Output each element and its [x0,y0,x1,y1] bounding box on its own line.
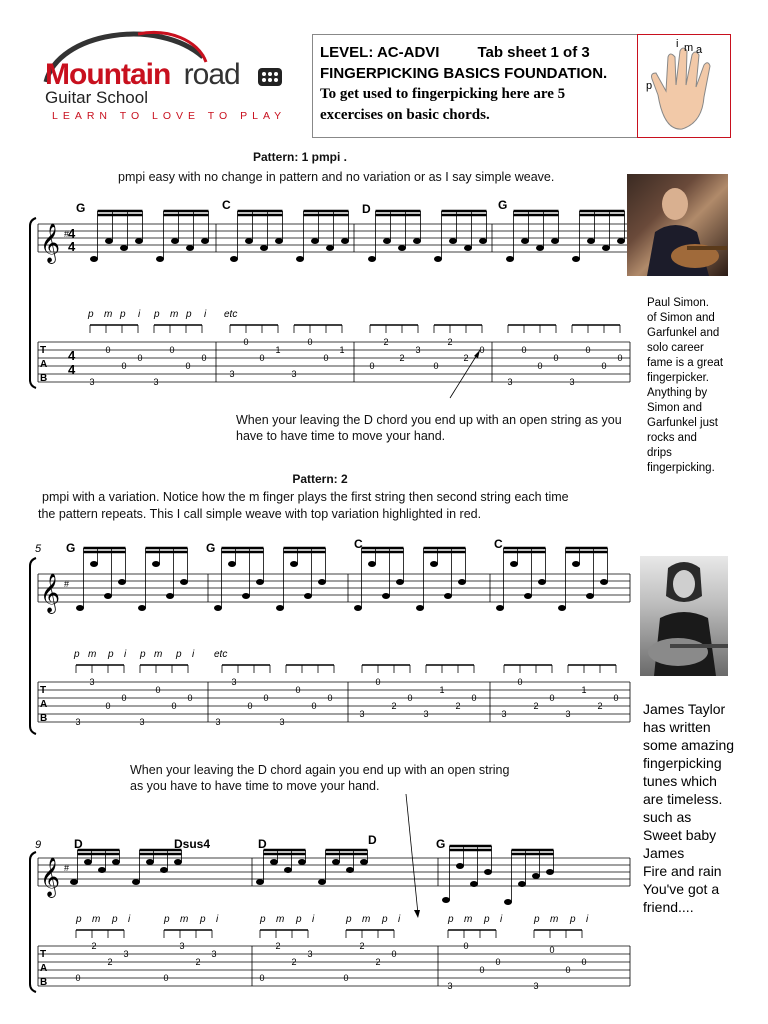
note-head [396,579,404,585]
note-head [551,238,559,244]
svg-text:a: a [696,44,703,56]
tab-digit: 3 [89,677,95,687]
tab-digit: 0 [369,361,375,371]
svg-text:m: m [684,42,694,54]
tab-digit: 0 [479,345,485,355]
note-head [76,605,84,611]
note-head [368,256,376,262]
tab-digit: 0 [617,353,623,363]
note-head [284,867,292,873]
tab-digit: 0 [585,345,591,355]
logo-subtitle: Guitar School [45,88,148,107]
chord-label: G [498,198,508,212]
finger-label: i [216,914,219,925]
tab-digit: 0 [307,337,313,347]
note-head [318,579,326,585]
tab-digit: 0 [201,353,207,363]
note-head [383,238,391,244]
tab-digit: 0 [391,949,397,959]
finger-label: i [204,309,207,320]
tab-digit: 0 [247,701,253,711]
note-head [341,238,349,244]
tab-digit: 3 [215,717,221,727]
tab-label: A [40,963,48,974]
note-head [171,238,179,244]
note-head [464,245,472,251]
tab-digit: 3 [415,345,421,355]
james-taylor-caption: James Taylor has written some amazing fingerpicking tunes which are timeless. such as Sweet baby James Fire and rain You've got a friend.... [643,701,735,915]
hand-icon [638,35,730,137]
tab-digit: 1 [339,345,345,355]
tab-digit: 3 [75,717,81,727]
tab-label: T [40,949,47,960]
tab-label: T [40,345,47,356]
note-head [524,593,532,599]
note-head [256,579,264,585]
note-head [572,256,580,262]
note-head [112,859,120,865]
tab-digit: 0 [613,693,619,703]
note-head [290,561,298,567]
tab-digit: 3 [447,981,453,991]
finger-label: i [398,914,401,925]
finger-label: p [484,914,490,925]
pattern1-title: Pattern: 1 pmpi . [252,150,347,164]
paul-simon-caption: Paul Simon. of Simon and Garfunkel and solo career fame is a great fingerpicker. Anything by Simon and Garfunkel just rocks and drips fingerpicking. [647,297,724,474]
level-text [320,42,607,126]
note-head [152,561,160,567]
tab-digit: 0 [259,973,265,983]
intro-line1: To get used to fingerpicking here are 5 [320,86,566,102]
etc-label: etc [224,309,238,320]
finger-label: i [138,309,141,320]
tab-digit: 0 [537,361,543,371]
tab-digit: 0 [327,693,333,703]
note-head [538,579,546,585]
arrow [406,794,418,914]
finger-label: i [312,914,315,925]
note-head [275,238,283,244]
note-head [174,859,182,865]
treble-clef: 𝄞 [40,224,61,262]
note-head [332,859,340,865]
note-head [180,579,188,585]
finger-label: p [154,309,160,320]
tab-label: B [40,713,48,724]
pattern2-score [28,530,638,735]
note-head [382,593,390,599]
finger-label: p [164,914,170,925]
finger-label: p [112,914,118,925]
note-head [311,238,319,244]
finger-label: p [88,309,94,320]
finger-label: p [296,914,302,925]
note-head [228,561,236,567]
tab-digit: 3 [359,709,365,719]
tab-digit: 0 [463,941,469,951]
note-head [156,256,164,262]
finger-label: p [120,309,126,320]
finger-label: p [140,649,146,660]
finger-label: p [346,914,352,925]
tab-digit: 0 [163,973,169,983]
note-head [260,245,268,251]
treble-clef: 𝄞 [40,574,61,612]
tab-digit: 0 [433,361,439,371]
chord-label: C [494,537,503,551]
note-head [600,579,608,585]
tab-digit: 0 [407,693,413,703]
tab-label: B [40,977,48,988]
tab-digit: 0 [121,693,127,703]
tab-digit: 0 [137,353,143,363]
note-head [90,256,98,262]
tab-digit: 3 [211,949,217,959]
pattern2-note-line1: When your leaving the D chord again you end up with an open string [130,763,510,777]
tab-digit: 0 [549,693,555,703]
note-head [138,605,146,611]
pattern1-score [28,190,638,400]
pattern2-notes [76,548,608,611]
tab-digit: 2 [533,701,539,711]
tab-digit: 3 [291,369,297,379]
note-head [442,897,450,903]
note-head [120,245,128,251]
note-head [449,238,457,244]
svg-text:4: 4 [68,226,76,241]
tab-digit: 0 [75,973,81,983]
note-head [587,238,595,244]
tab-digit: 0 [565,965,571,975]
pattern2-tab [75,665,618,727]
note-head [586,593,594,599]
measure-number: 5 [35,543,42,555]
tab-digit: 0 [479,965,485,975]
chord-label: C [222,198,231,212]
note-head [245,238,253,244]
etc-label: etc [214,649,228,660]
finger-label: p [200,914,206,925]
svg-text:p: p [646,80,653,92]
note-head [496,605,504,611]
tab-digit: 0 [323,353,329,363]
tab-digit: 0 [601,361,607,371]
tab-digit: 0 [105,701,111,711]
chord-label: D [258,837,267,851]
tab-digit: 3 [565,709,571,719]
chord-label: G [436,837,446,851]
system3-notes [70,846,554,905]
note-head [456,863,464,869]
tab-label: T [40,685,47,696]
note-head [70,879,78,885]
note-head [135,238,143,244]
svg-text:4: 4 [68,239,76,254]
note-head [146,859,154,865]
tab-digit: 2 [195,957,201,967]
svg-text:4: 4 [68,348,76,363]
chord-label: D [74,837,83,851]
note-head [186,245,194,251]
pattern1-desc: pmpi easy with no change in pattern and no variation or as I say simple weave. [118,170,555,184]
tab-digit: 0 [295,685,301,695]
chord-label: C [354,537,363,551]
pattern2-desc-line1: pmpi with a variation. Notice how the m finger plays the first string then second string each time [42,490,569,504]
note-head [558,605,566,611]
note-head [413,238,421,244]
finger-label: m [154,649,163,660]
svg-text:i: i [676,38,679,50]
chord-label: G [206,541,216,555]
chord-label: G [66,541,76,555]
note-head [118,579,126,585]
tab-digit: 0 [495,957,501,967]
intro-line2: excercises on basic chords. [320,107,490,123]
chord-label: Dsus4 [174,837,211,851]
tab-digit: 3 [231,677,237,687]
note-head [430,561,438,567]
tab-digit: 3 [139,717,145,727]
tab-digit: 2 [447,337,453,347]
pattern2-desc-line2: the pattern repeats. This I call simple weave with top variation highlighted in red. [38,507,482,521]
note-head [318,879,326,885]
tab-digit: 2 [275,941,281,951]
finger-label: m [88,649,97,660]
hand-diagram [637,34,731,138]
note-head [444,593,452,599]
note-head [546,869,554,875]
tab-digit: 2 [91,941,97,951]
system3-fingering [75,914,589,925]
tab-digit: 3 [533,981,539,991]
tab-digit: 0 [263,693,269,703]
finger-label: p [260,914,266,925]
tab-digit: 1 [439,685,445,695]
sheet-title: FINGERPICKING BASICS FOUNDATION. [320,65,608,82]
note-head [360,859,368,865]
treble-clef: 𝄞 [40,858,61,896]
tab-digit: 0 [549,945,555,955]
chord-label: G [76,201,86,215]
tab-digit: 2 [291,957,297,967]
chord-label: D [362,202,371,216]
note-head [479,238,487,244]
sheet-label: Tab sheet 1 of 3 [477,44,590,61]
finger-label: p [186,309,192,320]
note-head [504,899,512,905]
finger-label: p [176,649,182,660]
tab-digit: 0 [259,353,265,363]
tab-digit: 0 [105,345,111,355]
note-head [201,238,209,244]
tab-digit: 3 [507,377,513,387]
level-label: LEVEL: AC-ADVI [320,44,440,61]
note-head [470,881,478,887]
pattern1-notes [90,211,625,262]
note-head [104,593,112,599]
finger-label: p [448,914,454,925]
tab-digit: 0 [581,957,587,967]
tab-digit: 3 [279,717,285,727]
note-head [602,245,610,251]
note-head [326,245,334,251]
tab-label: A [40,359,48,370]
finger-label: p [570,914,576,925]
finger-label: i [128,914,131,925]
finger-label: m [92,914,101,925]
note-head [98,867,106,873]
measure-number: 9 [35,839,42,851]
tab-digit: 3 [569,377,575,387]
note-head [434,256,442,262]
tab-digit: 3 [307,949,313,959]
note-head [160,867,168,873]
note-head [256,879,264,885]
note-head [90,561,98,567]
finger-label: p [382,914,388,925]
finger-label: i [500,914,503,925]
tab-label: B [40,373,48,384]
note-head [510,561,518,567]
paul-simon-photo [627,174,728,276]
tab-digit: 3 [179,941,185,951]
tab-digit: 0 [243,337,249,347]
pattern2-note-line2: as you have to have time to move your hand. [130,779,380,793]
tab-digit: 3 [501,709,507,719]
chord-label: D [368,833,377,847]
tab-digit: 0 [553,353,559,363]
tab-digit: 1 [275,345,281,355]
note-head [276,605,284,611]
tab-label: A [40,699,48,710]
finger-label: p [108,649,114,660]
tab-digit: 0 [185,361,191,371]
note-head [398,245,406,251]
tab-digit: 0 [187,693,193,703]
tab-digit: 0 [155,685,161,695]
tab-digit: 2 [455,701,461,711]
tab-digit: 0 [375,677,381,687]
finger-label: i [586,914,589,925]
pattern1-tab [89,325,622,387]
system3-score [28,790,638,1000]
finger-label: m [276,914,285,925]
tab-digit: 0 [169,345,175,355]
note-head [298,859,306,865]
logo-tagline: LEARN TO LOVE TO PLAY [52,110,287,122]
james-taylor-photo [640,556,728,676]
note-head [518,881,526,887]
note-head [214,605,222,611]
tab-digit: 2 [463,353,469,363]
tab-digit: 2 [383,337,389,347]
note-head [506,256,514,262]
note-head [132,879,140,885]
tab-digit: 0 [517,677,523,687]
tab-digit: 1 [581,685,587,695]
key-sharp: # [64,229,70,239]
logo-title: Mountain road [45,58,240,91]
tab-digit: 0 [311,701,317,711]
note-head [536,245,544,251]
note-head [166,593,174,599]
tab-digit: 3 [229,369,235,379]
tab-digit: 2 [399,353,405,363]
note-head [84,859,92,865]
tab-digit: 3 [423,709,429,719]
finger-label: m [170,309,179,320]
note-head [532,873,540,879]
note-head [304,593,312,599]
pattern1-note: When your leaving the D chord you end up with an open string as you have to have time to move your hand. [236,413,622,443]
note-head [346,867,354,873]
dice-icon [256,64,286,90]
tab-digit: 3 [123,949,129,959]
note-head [242,593,250,599]
tab-digit: 0 [121,361,127,371]
svg-text:4: 4 [68,362,76,377]
finger-label: m [104,309,113,320]
finger-label: p [74,649,80,660]
note-head [458,579,466,585]
tab-digit: 2 [391,701,397,711]
finger-label: m [180,914,189,925]
note-head [270,859,278,865]
finger-label: m [362,914,371,925]
finger-label: p [76,914,82,925]
note-head [416,605,424,611]
tab-digit: 0 [343,973,349,983]
tab-digit: 3 [89,377,95,387]
tab-digit: 2 [359,941,365,951]
finger-label: p [534,914,540,925]
tab-digit: 2 [107,957,113,967]
note-head [617,238,625,244]
note-head [354,605,362,611]
finger-label: i [124,649,127,660]
note-head [105,238,113,244]
tab-digit: 0 [521,345,527,355]
note-head [296,256,304,262]
tab-digit: 2 [375,957,381,967]
pattern2-title: Pattern: 2 [292,472,348,486]
note-head [572,561,580,567]
note-head [484,869,492,875]
note-head [368,561,376,567]
finger-label: m [464,914,473,925]
note-head [521,238,529,244]
tab-digit: 3 [153,377,159,387]
tab-digit: 0 [171,701,177,711]
tab-digit: 2 [597,701,603,711]
finger-label: i [192,649,195,660]
note-head [230,256,238,262]
key-sharp: # [64,579,70,589]
system3-tab [75,930,586,991]
key-sharp: # [64,863,70,873]
tab-digit: 0 [471,693,477,703]
finger-label: m [550,914,559,925]
